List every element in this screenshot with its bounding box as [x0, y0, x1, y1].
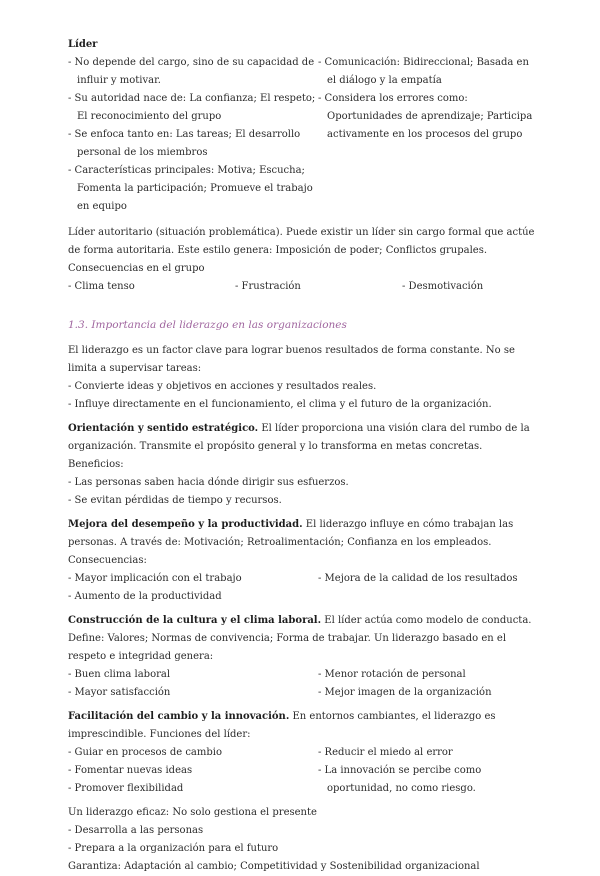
cambio-item: - Promover flexibilidad	[68, 783, 184, 794]
consequence-item: - Desmotivación	[402, 281, 484, 292]
cambio-item: - Reducir el miedo al error	[318, 747, 453, 758]
mejora-right-column	[318, 570, 538, 606]
consequence-item: - Frustración	[235, 281, 301, 292]
eficaz-paragraph: Un liderazgo eficaz: No solo gestiona el presente	[68, 807, 317, 818]
lider-left-item: - Su autoridad nace de: La confianza; El respeto; El reconocimiento del grupo	[68, 93, 316, 122]
autoritario-paragraph: Líder autoritario (situación problemática). Puede existir un líder sin cargo formal que actúe de forma autoritaria. Este estilo genera: Imposición de poder; Conflictos grupales. Consecuencias en el grupo	[68, 227, 535, 274]
lider-left-item: - Se enfoca tanto en: Las tareas; El desarrollo personal de los miembros	[68, 129, 301, 158]
lider-left-item: - No depende del cargo, sino de su capacidad de influir y motivar.	[68, 57, 315, 86]
lider-right-item: - Considera los errores como: Oportunidades de aprendizaje; Participa activamente en los procesos del grupo	[318, 93, 533, 140]
mejora-item: - Mayor implicación con el trabajo	[68, 573, 242, 584]
lider-heading: Líder	[68, 39, 98, 50]
cambio-left-column	[68, 744, 318, 798]
mejora-left-column	[68, 570, 318, 606]
mejora-heading: Mejora del desempeño y la productividad.	[68, 519, 303, 530]
cultura-item: - Buen clima laboral	[68, 669, 171, 680]
mejora-paragraph: Mejora del desempeño y la productividad. El liderazgo influye en cómo trabajan las personas. A través de: Motivación; Retroalimentación; Confianza en los empleados. Consecuencias:	[68, 519, 514, 566]
orientacion-paragraph: Orientación y sentido estratégico. El líder proporciona una visión clara del rumbo de la organización. Transmite el propósito general y lo transforma en metas concretas. Beneficios:	[68, 423, 530, 470]
cultura-paragraph: Construcción de la cultura y el clima laboral. El líder actúa como modelo de conducta. Define: Valores; Normas de convivencia; Forma de trabajar. Un liderazgo basado en el respeto e integridad genera:	[68, 615, 532, 662]
section-intro: El liderazgo es un factor clave para lograr buenos resultados de forma constante. No se limita a supervisar tareas:	[68, 345, 515, 374]
cambio-item: - Fomentar nuevas ideas	[68, 765, 193, 776]
intro-item: - Influye directamente en el funcionamiento, el clima y el futuro de la organización.	[68, 399, 492, 410]
lider-right-column	[318, 54, 538, 216]
eficaz-item: - Prepara a la organización para el futuro	[68, 843, 279, 854]
consequence-item: - Clima tenso	[68, 281, 135, 292]
lider-left-column	[68, 54, 318, 216]
orientacion-item: - Las personas saben hacia dónde dirigir sus esfuerzos.	[68, 477, 349, 488]
document-page	[68, 36, 538, 876]
section-title: 1.3. Importancia del liderazgo en las organizaciones	[68, 319, 347, 331]
lider-left-item: - Características principales: Motiva; Escucha; Fomenta la participación; Promueve el trabajo en equipo	[68, 165, 313, 212]
cultura-item: - Menor rotación de personal	[318, 669, 466, 680]
cultura-left-column	[68, 666, 318, 702]
cambio-paragraph: Facilitación del cambio y la innovación. En entornos cambiantes, el liderazgo es imprescindible. Funciones del líder:	[68, 711, 496, 740]
mejora-columns	[68, 570, 538, 606]
eficaz-item: - Desarrolla a las personas	[68, 825, 204, 836]
autoritario-consequences	[68, 278, 538, 296]
cultura-item: - Mayor satisfacción	[68, 687, 171, 698]
intro-item: - Convierte ideas y objetivos en acciones y resultados reales.	[68, 381, 377, 392]
cambio-columns	[68, 744, 538, 798]
cambio-right-column	[318, 744, 538, 798]
orientacion-item: - Se evitan pérdidas de tiempo y recursos.	[68, 495, 282, 506]
cultura-columns	[68, 666, 538, 702]
cambio-item: - La innovación se percibe como oportunidad, no como riesgo.	[318, 765, 482, 794]
mejora-item: - Aumento de la productividad	[68, 591, 222, 602]
cultura-item: - Mejor imagen de la organización	[318, 687, 492, 698]
orientacion-heading: Orientación y sentido estratégico.	[68, 423, 259, 434]
mejora-item: - Mejora de la calidad de los resultados	[318, 573, 518, 584]
cultura-heading: Construcción de la cultura y el clima laboral.	[68, 615, 322, 626]
cambio-item: - Guiar en procesos de cambio	[68, 747, 222, 758]
garantiza-line: Garantiza: Adaptación al cambio; Competitividad y Sostenibilidad organizacional	[68, 861, 480, 872]
lider-columns	[68, 54, 538, 216]
cultura-right-column	[318, 666, 538, 702]
cambio-heading: Facilitación del cambio y la innovación.	[68, 711, 290, 722]
lider-right-item: - Comunicación: Bidireccional; Basada en el diálogo y la empatía	[318, 57, 529, 86]
